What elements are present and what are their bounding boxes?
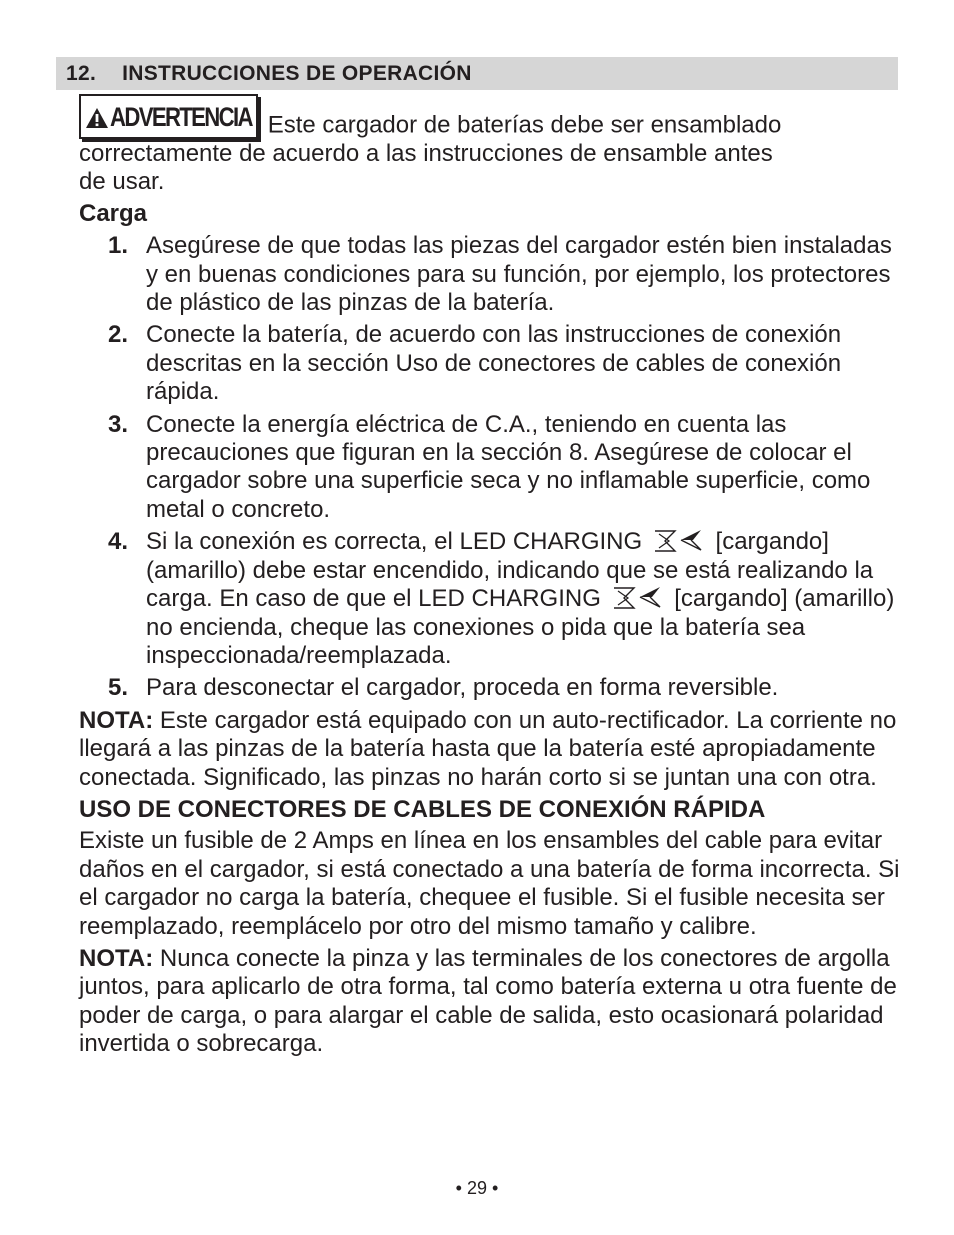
list-item: [79, 674, 901, 702]
step-text-c: [cargando] (amarillo) no encienda, cheque las conexiones o pida que la batería sea inspeccionada/reemplazada.: [146, 585, 895, 669]
section-number: 12.: [66, 62, 97, 85]
nota-text: Este cargador está equipado con un auto-rectificador. La corriente no llegará a las pinzas de la batería hasta que la batería esté apropiadamente conectada. Significado, las pinzas no harán corto si se juntan una con otra.: [79, 706, 897, 791]
uso-heading: USO DE CONECTORES DE CABLES DE CONEXIÓN RÁPIDA: [79, 795, 766, 823]
charging-led-icon: [612, 585, 664, 609]
nota-paragraph-2: [79, 945, 901, 1059]
list-item: [79, 528, 901, 670]
section-title: [66, 62, 472, 86]
step-number: 3.: [108, 410, 129, 438]
warning-paragraph: [79, 95, 901, 197]
warning-badge-label: ADVERTENCIA: [110, 102, 252, 133]
section-header: [56, 57, 898, 90]
warning-badge: [79, 94, 258, 139]
step-text: Si la conexión es correcta, el LED CHARGING: [146, 528, 643, 556]
step-number: 2.: [108, 321, 129, 349]
step-text: Para desconectar el cargador, proceda en forma reversible.: [146, 674, 779, 702]
warning-text: Este cargador de baterías debe ser ensamblado: [267, 111, 782, 139]
warning-text-rest: correctamente de acuerdo a las instrucciones de ensamble antes de usar.: [79, 140, 773, 196]
nota-paragraph: [79, 707, 901, 792]
nota-text: Nunca conecte la pinza y las terminales de los conectores de argolla juntos, para aplicarlo de otra forma, tal como batería externa u otra fuente de poder de carga, o para alargar el cable de salida, esto ocasionará polaridad invertida o sobrecarga.: [79, 944, 897, 1058]
nota-label: NOTA:: [79, 706, 154, 734]
step-text: Asegúrese de que todas las piezas del cargador estén bien instaladas y en buenas condiciones para su función, por ejemplo, los protectores de plástico de las pinzas de la batería.: [146, 232, 892, 317]
uso-paragraph: Existe un fusible de 2 Amps en línea en los ensambles del cable para evitar daños en el cargador, si está conectado a una batería de forma incorrecta. Si el cargador no carga la batería, chequee el fusible. Si el fusible necesita ser reemplazado, reemplácelo por otro del mismo tamaño y calibre.: [79, 827, 900, 940]
nota-label: NOTA:: [79, 944, 154, 972]
step-text-b: [cargando] (amarillo) debe estar encendido, indicando que se está realizando la carga. En caso de que el LED CHARGING: [146, 528, 874, 613]
step-text: Conecte la energía eléctrica de C.A., teniendo en cuenta las precauciones que figuran en la sección 8. Asegúrese de colocar el cargador sobre una superficie seca y no inflamable superficie, como metal o concreto.: [146, 410, 871, 523]
step-number: 4.: [108, 528, 129, 556]
page-content: [79, 95, 901, 1059]
step-number: 5.: [108, 674, 129, 702]
list-item: [79, 411, 901, 525]
warning-triangle-icon: [85, 107, 109, 129]
charging-led-icon: [653, 528, 705, 552]
section-title-text: INSTRUCCIONES DE OPERACIÓN: [122, 62, 472, 85]
list-item: [79, 321, 901, 406]
carga-heading: Carga: [79, 199, 148, 227]
step-text: Conecte la batería, de acuerdo con las instrucciones de conexión descritas en la sección Uso de conectores de cables de conexión rápida.: [146, 321, 842, 406]
step-number: 1.: [108, 232, 129, 260]
page-number: • 29 •: [455, 1178, 499, 1198]
list-item: [79, 232, 901, 317]
carga-steps: [79, 232, 901, 703]
